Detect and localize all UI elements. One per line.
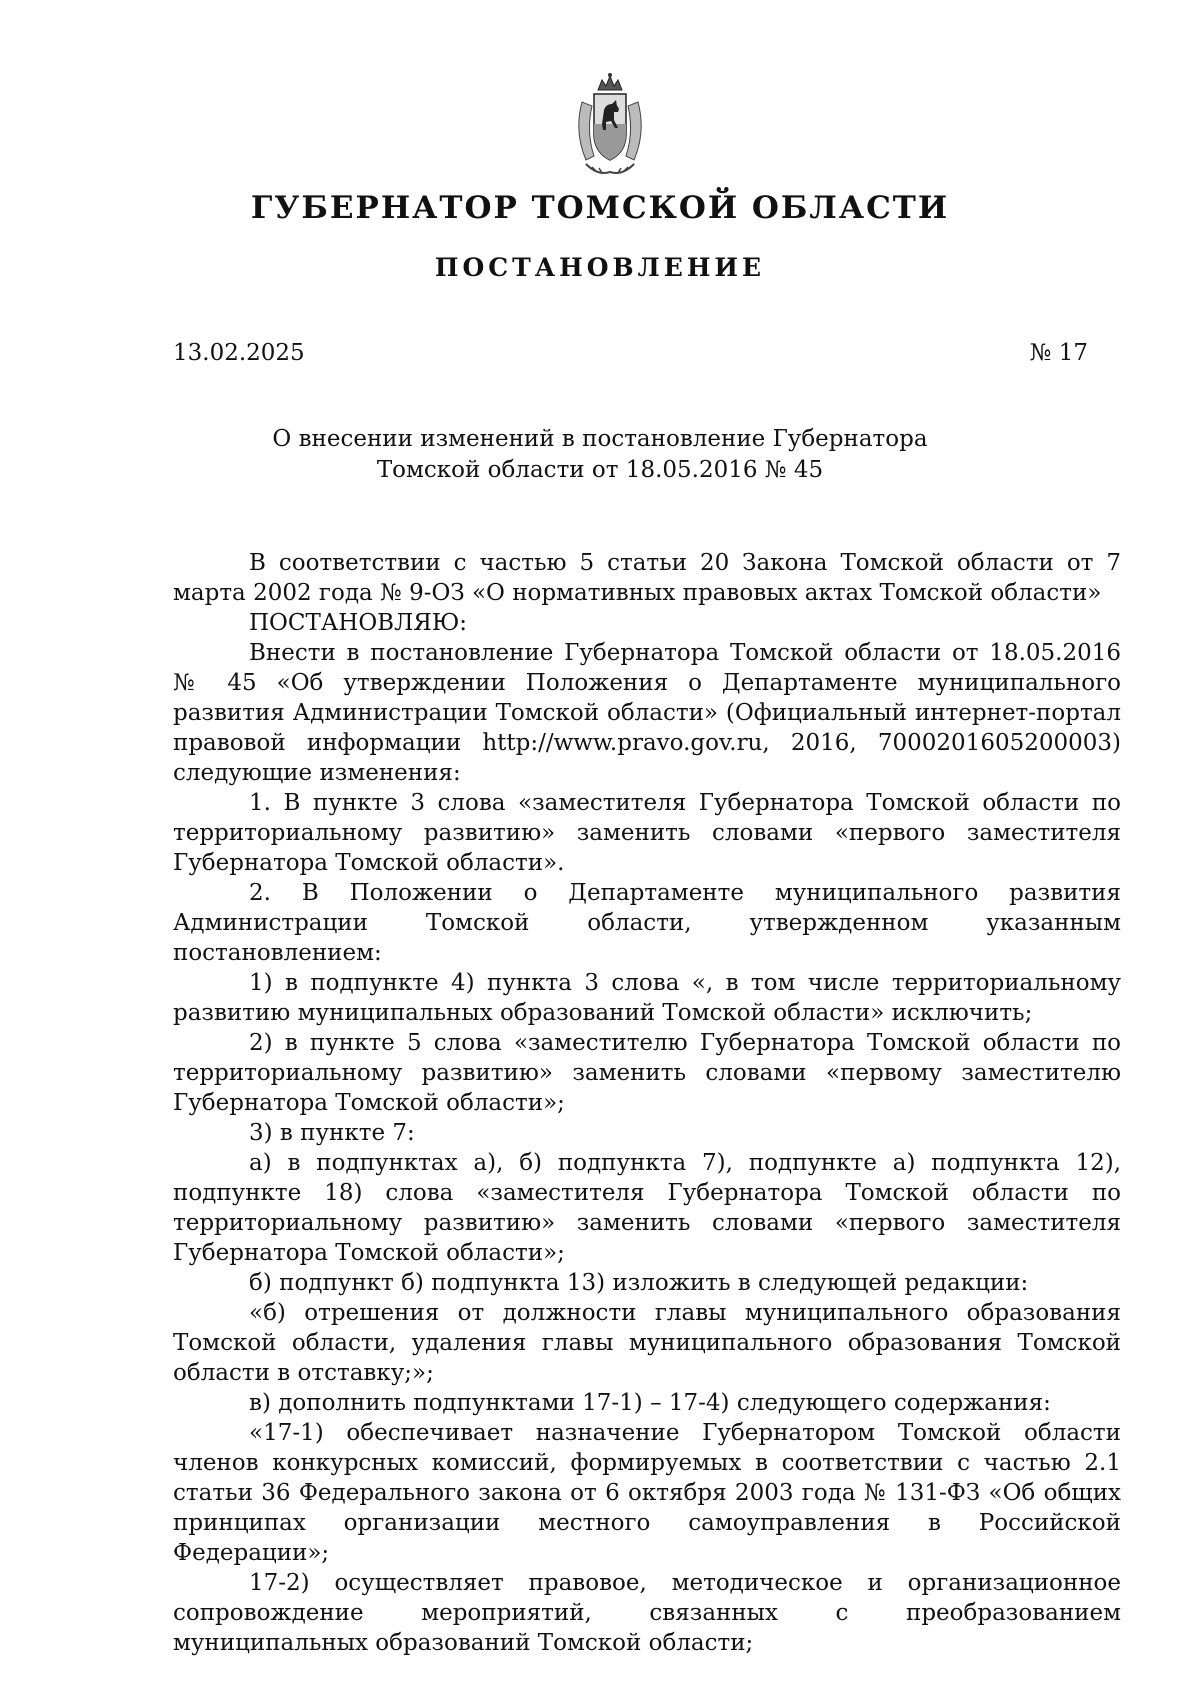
subject-line: Томской области от 18.05.2016 № 45 [376, 457, 824, 483]
resolution-keyword: ПОСТАНОВЛЯЮ: [249, 610, 468, 636]
body-paragraph: «17-1) обеспечивает назначение Губернатором Томской области членов конкурсных комиссий, формируемых в соответствии с частью 2.1 статьи 36 Федерального закона от 6 октября 2003 года № 131-ФЗ «Об общих принципах организации местного самоуправления в Российской Федерации»; [173, 1420, 1121, 1566]
body-paragraph: б) подпункт б) подпункта 13) изложить в следующей редакции: [249, 1270, 1029, 1296]
document-date: 13.02.2025 [173, 340, 305, 366]
document-body [173, 548, 1121, 1658]
body-paragraph: 1) в подпункте 4) пункта 3 слова «, в том числе территориальному развитию муниципальных образований Томской области» исключить; [173, 970, 1121, 1026]
body-paragraph: Внести в постановление Губернатора Томской области от 18.05.2016 № 45 «Об утверждении Положения о Департаменте муниципального развития Администрации Томской области» (Официальный интернет-портал правовой информации http://www.pravo.gov.ru, 2016, 7000201605200003) следующие изменения: [173, 640, 1121, 786]
body-paragraph: В соответствии с частью 5 статьи 20 Закона Томской области от 7 марта 2002 года № 9-ОЗ «О нормативных правовых актах Томской области» [173, 550, 1121, 606]
body-paragraph: 2. В Положении о Департаменте муниципального развития Администрации Томской области, утвержденном указанным постановлением: [173, 880, 1121, 966]
subject-line: О внесении изменений в постановление Губернатора [272, 426, 928, 452]
body-paragraph: 3) в пункте 7: [249, 1120, 415, 1146]
body-paragraph: «б) отрешения от должности главы муниципального образования Томской области, удаления главы муниципального образования Томской области в отставку;»; [173, 1300, 1121, 1386]
body-paragraph: 1. В пункте 3 слова «заместителя Губернатора Томской области по территориальному развитию» заменить словами «первого заместителя Губернатора Томской области». [173, 790, 1121, 876]
organization-title: ГУБЕРНАТОР ТОМСКОЙ ОБЛАСТИ [250, 190, 950, 226]
body-paragraph: 2) в пункте 5 слова «заместителю Губернатора Томской области по территориальному развитию» заменить словами «первому заместителю Губернатора Томской области»; [173, 1030, 1121, 1116]
body-paragraph: а) в подпунктах а), б) подпункта 7), подпункте а) подпункта 12), подпункте 18) слова «заместителя Губернатора Томской области по территориальному развитию» заменить словами «первого заместителя Губернатора Томской области»; [173, 1150, 1121, 1266]
document-number: № 17 [1029, 340, 1088, 366]
document-type: ПОСТАНОВЛЕНИЕ [434, 253, 766, 282]
document-subject [0, 424, 1200, 486]
body-paragraph: в) дополнить подпунктами 17-1) – 17-4) следующего содержания: [249, 1390, 1051, 1416]
coat-of-arms-emblem [568, 72, 652, 180]
coat-of-arms-icon [568, 72, 652, 180]
body-paragraph: 17-2) осуществляет правовое, методическое и организационное сопровождение мероприятий, связанных с преобразованием муниципальных образований Томской области; [173, 1570, 1121, 1656]
